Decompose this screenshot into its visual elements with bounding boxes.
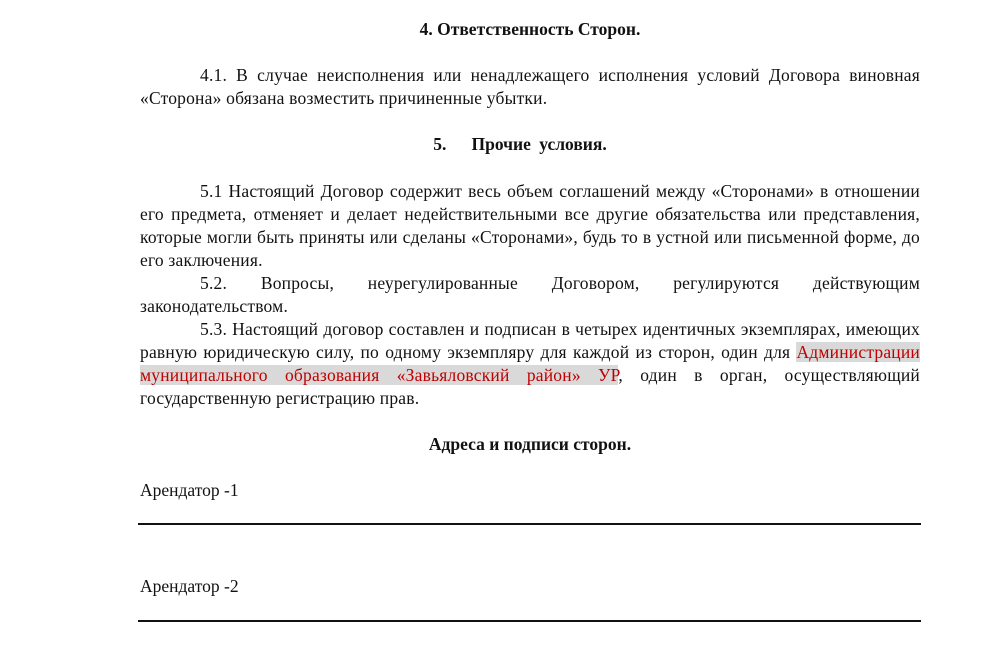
section-5-heading-text: 5. Прочие условия.	[433, 134, 607, 154]
clause-5-3-text-start: 5.3. Настоящий договор составлен и подписан в четырех идентичных экземплярах, имеющих равную юридическую силу, по одному экземпляру для каждой из сторон, один для	[140, 319, 920, 362]
section-5-heading	[140, 133, 900, 156]
party-1-label: Арендатор -1	[140, 480, 239, 500]
clause-5-2: 5.2. Вопросы, неурегулированные Договором, регулируются действующим законодательством.	[140, 273, 920, 316]
party-1-signature-line	[138, 523, 921, 525]
addresses-signatures-heading: Адреса и подписи сторон.	[428, 434, 632, 454]
section-4-heading: 4. Ответственность Сторон.	[419, 19, 641, 39]
clause-5-3	[140, 318, 920, 410]
party-2-signature-line	[138, 620, 921, 622]
highlighted-administration-name: Администрации муниципального образования «Завьяловский район» УР	[140, 342, 920, 385]
party-2-label: Арендатор -2	[140, 576, 239, 596]
clause-5-1: 5.1 Настоящий Договор содержит весь объем соглашений между «Сторонами» в отношении его предмета, отменяет и делает недействительными все другие обязательства или представления, которые могли быть приняты или сделаны «Сторонами», будь то в устной или письменной форме, до его заключения.	[140, 181, 920, 270]
clause-5-3-text-end: , один в орган, осуществляющий государственную регистрацию прав.	[140, 365, 920, 408]
clause-4-1: 4.1. В случае неисполнения или ненадлежащего исполнения условий Договора виновная «Сторона» обязана возместить причиненные убытки.	[140, 65, 920, 108]
